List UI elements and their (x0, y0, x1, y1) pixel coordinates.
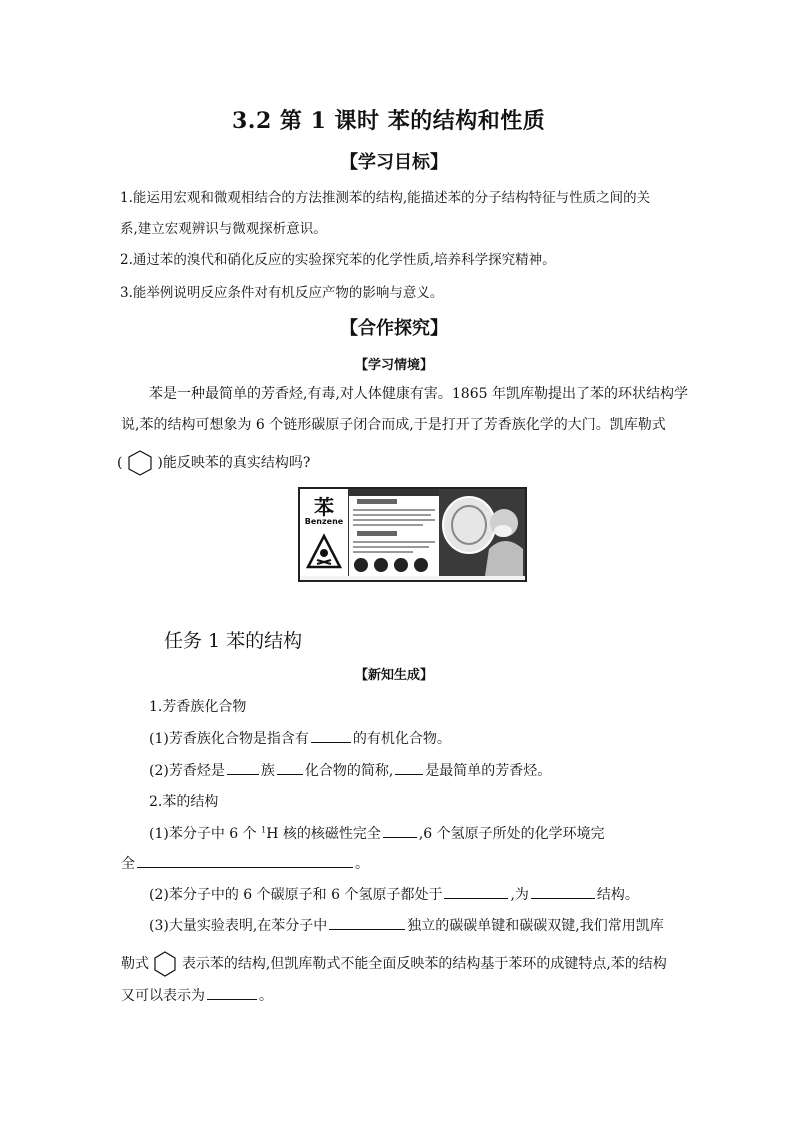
q1-2-text-a: (2)芳香烃是 (149, 763, 225, 779)
q2-3-line3-text-b: 。 (259, 988, 273, 1004)
q2-3-line2-text-b: 表示苯的结构,但凯库勒式不能全面反映苯的结构基于苯环的成键特点,苯的结构 (181, 956, 667, 972)
q1-1-text-b: 的有机化合物。 (352, 731, 451, 747)
situation-question: )能反映苯的真实结构吗? (157, 455, 311, 471)
section-2-question-3 (149, 915, 664, 935)
blank-field[interactable] (383, 823, 417, 838)
q2-1-text-b: H 核的核磁性完全 (266, 826, 381, 842)
q2-1-text-c: ,6 个氢原子所处的化学环境完 (418, 826, 605, 842)
section-2-question-2 (149, 884, 639, 904)
situation-para-line-1: 苯是一种最简单的芳香烃,有毒,对人体健康有害。1865 年凯库勒提出了苯的环状结构学 (149, 386, 688, 402)
q2-3-line2-text-a: 勒式 (121, 956, 149, 972)
blank-field[interactable] (207, 985, 257, 1000)
kekule-portrait-image (439, 489, 525, 576)
q2-1-line2-text-a: 全 (121, 856, 135, 872)
figure-label-zh: 苯 (314, 495, 334, 519)
new-knowledge-heading: 【新知生成】 (355, 668, 434, 683)
q1-2-text-b: 族 (260, 763, 275, 779)
page-title: 3.2 第 1 课时 苯的结构和性质 (232, 108, 546, 134)
q2-3-text-a: (3)大量实验表明,在苯分子中 (149, 918, 328, 934)
q2-2-text-a: (2)苯分子中的 6 个碳原子和 6 个氢原子都处于 (149, 887, 443, 903)
section-2-question-3-line-3 (121, 985, 273, 1005)
objectives-heading: 【学习目标】 (340, 152, 448, 173)
protection-icons (353, 557, 437, 573)
superscript-1: 1 (261, 825, 267, 835)
q2-1-text-a: (1)苯分子中 6 个 (149, 826, 262, 842)
blank-field[interactable] (311, 728, 351, 743)
objective-2: 2.通过苯的溴代和硝化反应的实验探究苯的化学性质,培养科学探究精神。 (120, 252, 556, 268)
q2-2-text-b: ,为 (510, 887, 529, 903)
section-1-question-1 (149, 728, 451, 748)
explore-heading: 【合作探究】 (340, 318, 448, 339)
blank-field[interactable] (329, 915, 405, 930)
section-2-question-1-line-2 (121, 853, 369, 873)
kekule-benzene-icon (153, 950, 177, 978)
blank-field[interactable] (395, 760, 423, 775)
situation-para-line-3 (117, 449, 310, 477)
blank-field[interactable] (444, 884, 508, 899)
blank-field[interactable] (531, 884, 595, 899)
q1-1-text-a: (1)芳香族化合物是指含有 (149, 731, 309, 747)
blank-field[interactable] (277, 760, 303, 775)
figure-label-panel (300, 489, 349, 576)
q2-1-line2-text-b: 。 (355, 856, 369, 872)
toxic-warning-icon (306, 533, 342, 571)
kekule-benzene-icon (127, 449, 153, 477)
situation-para-line-2: 说,苯的结构可想象为 6 个链形碳原子闭合而成,于是打开了芳香族化学的大门。凯库勒式 (121, 417, 666, 433)
situation-heading: 【学习情境】 (355, 358, 434, 373)
open-paren: ( (117, 455, 123, 471)
section-2-title: 2.苯的结构 (149, 794, 219, 810)
figure-label-en: Benzene (304, 517, 344, 526)
section-1-question-2 (149, 760, 551, 780)
q2-3-text-b: 独立的碳碳单键和碳碳双键,我们常用凯库 (407, 918, 664, 934)
q2-3-line3-text-a: 又可以表示为 (121, 988, 205, 1004)
objective-3: 3.能举例说明反应条件对有机反应产物的影响与意义。 (120, 285, 444, 301)
section-1-title: 1.芳香族化合物 (149, 699, 247, 715)
section-2-question-1 (149, 823, 605, 843)
q1-2-text-d: 是最简单的芳香烃。 (425, 763, 552, 779)
benzene-safety-figure (298, 487, 527, 582)
blank-field[interactable] (137, 853, 353, 868)
objective-1-line-1: 1.能运用宏观和微观相结合的方法推测苯的结构,能描述苯的分子结构特征与性质之间的关 (120, 190, 651, 206)
objective-1-line-2: 系,建立宏观辨识与微观探析意识。 (120, 221, 327, 237)
section-2-question-3-line-2 (121, 950, 667, 978)
blank-field[interactable] (227, 760, 259, 775)
q2-2-text-c: 结构。 (596, 887, 639, 903)
task-1-heading: 任务 1 苯的结构 (164, 630, 303, 652)
q1-2-text-c: 化合物的简称, (304, 763, 394, 779)
figure-info-panel (349, 489, 439, 576)
